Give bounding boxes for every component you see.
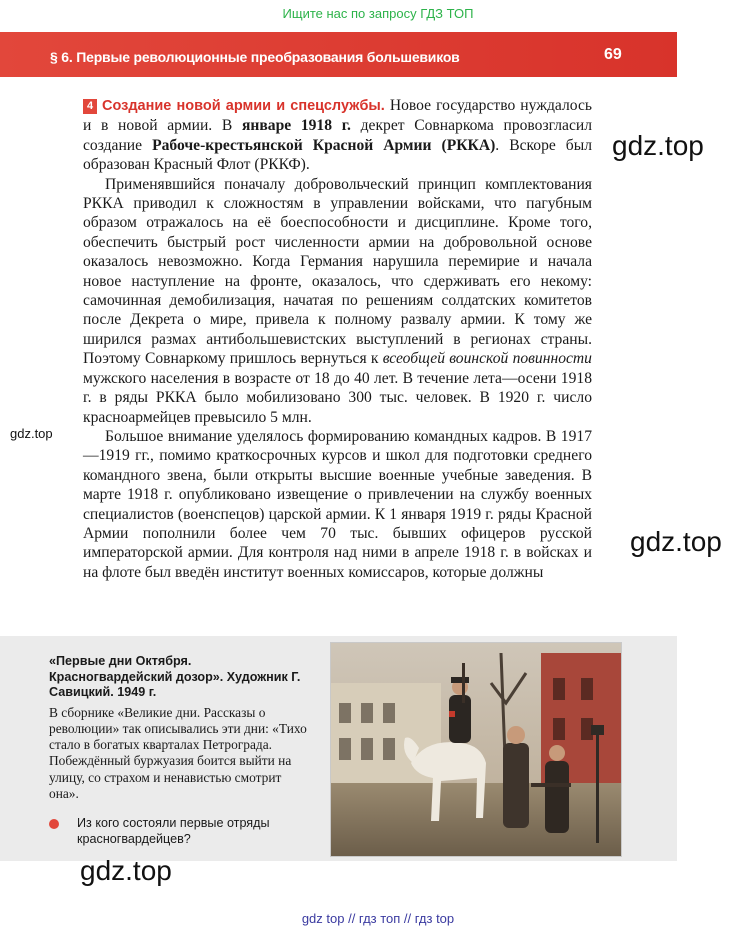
watermark: gdz.top [612,130,704,161]
text-run: Применявшийся поначалу добровольческий принцип комплектования РККА приводил к сложностям в управлении войсками, что пагубным образом отражалось на её боеспособности и дисциплине. Кроме того, обеспечить быстрый рост численности армии на добровольной основе оказалось невозможно. Когда Германия нарушила перемирие и начала новое наступление на фронте, оказалось, что сдерживать его некому: самочинная демобилизация, начатая по решениям солдатских комитетов после Декрета о мире, привела к полному развалу армии. К тому же ширился размах антибольшевистских выступлений в регионах страны. Поэтому Совнаркому пришлось вернуться к [83,175,592,368]
main-text [83,96,592,582]
watermark: gdz.top [10,426,53,441]
section-title: Создание новой армии и спецслужбы. [102,98,385,114]
text-run: всеобщей воинской повинности [382,350,592,368]
paragraph-3 [83,427,592,582]
page-number: 69 [604,46,622,63]
text-run: . Вскоре был образован Красный Флот (РККФ). [83,136,592,174]
paragraph-1 [83,96,592,175]
text-run: Рабоче-крестьянской Красной Армии (РККА) [152,136,496,154]
paragraph-2 [83,175,592,427]
painting-title: «Первые дни Октября. Красногвардейский дозор». Художник Г. Савицкий. 1949 г. [49,654,301,700]
caption-quote: В сборнике «Великие дни. Рассказы о революции» так описывались эти дни: «Тихо стало в богатых кварталах Петрограда. Побеждённый буржуазия боится выйти на улицу, со страхом и ненавистью смотрит она». [49,704,307,801]
review-question [49,816,319,847]
question-bullet-icon [49,819,59,829]
chapter-header [0,32,677,77]
footer-links[interactable]: gdz top // гдз топ // гдз top [301,911,455,926]
chapter-title: § 6. Первые революционные преобразования большевиков [50,49,460,65]
text-run: декрет Совнаркома провозгласил создание [83,117,592,154]
illustration-caption [49,654,308,802]
text-run: Большое внимание уделялось формированию командных кадров. В 1917—1919 гг., помимо краткосрочных курсов и школ для подготовки среднего командного звена, были открыты высшие военные учебные заведения. В марте 1918 г. опубликовано извещение о привлечении на службу военных специалистов (военспецов) царской армии. К 1 января 1919 г. ряды Красной Армии пополнили более чем 70 тыс. бывших офицеров русской императорской армии. Для контроля над ними в апреле 1918 г. в войсках и на флоте был введён институт военных комиссаров, которые должны [83,427,592,581]
section-number-badge: 4 [83,99,97,114]
top-search-link[interactable]: Ищите нас по запросу ГДЗ ТОП [282,6,474,21]
watermark: gdz.top [80,855,172,886]
text-run: январе 1918 г. [241,117,351,135]
watermark: gdz.top [630,526,722,557]
question-text: Из кого состояли первые отряды красногвардейцев? [77,816,270,846]
painting-image [330,642,622,857]
text-run: мужского населения в возрасте от 18 до 40 лет. В течение лета—осени 1918 г. в ряды РККА было мобилизовано 300 тыс. человек. В 1920 г. число красноармейцев превысило 5 млн. [83,369,592,426]
text-run: Новое государство нуждалось и в новой армии. В [83,97,592,135]
